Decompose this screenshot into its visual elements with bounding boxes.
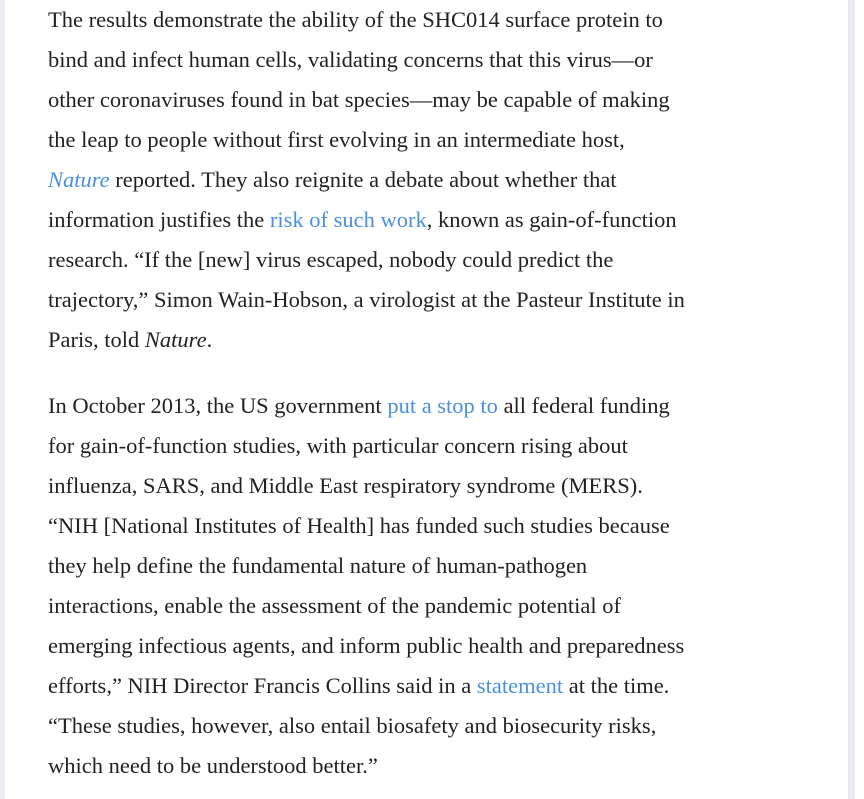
- text-line: [48, 426, 838, 466]
- text-segment: “These studies, however, also entail biosafety and biosecurity risks,: [48, 713, 657, 738]
- text-segment: all federal funding: [497, 393, 670, 418]
- text-line: [48, 320, 838, 360]
- text-line: [48, 0, 838, 40]
- text-line: [48, 80, 838, 120]
- text-line: [48, 706, 838, 746]
- text-segment: other coronaviruses found in bat species—may be capable of making: [48, 87, 670, 112]
- text-segment: research. “If the [new] virus escaped, nobody could predict the: [48, 247, 614, 272]
- left-page-border: [0, 0, 5, 799]
- text-segment: “NIH [National Institutes of Health] has funded such studies because: [48, 513, 670, 538]
- text-segment: Paris, told: [48, 327, 145, 352]
- text-line: [48, 160, 838, 200]
- text-segment: the leap to people without first evolving in an intermediate host,: [48, 127, 625, 152]
- text-line: [48, 586, 838, 626]
- text-segment: In October 2013, the US government: [48, 393, 388, 418]
- text-segment: emerging infectious agents, and inform public health and preparedness: [48, 633, 685, 658]
- text-line: [48, 466, 838, 506]
- inline-link[interactable]: risk of such work: [269, 207, 427, 232]
- text-segment: , known as gain-of-function: [426, 207, 677, 232]
- text-segment: reported. They also reignite a debate about whether that: [109, 167, 617, 192]
- text-segment: information justifies the: [48, 207, 270, 232]
- text-line: [48, 546, 838, 586]
- emphasized-text: Nature: [144, 327, 207, 352]
- text-line: [48, 506, 838, 546]
- text-line: [48, 746, 838, 786]
- text-line: [48, 666, 838, 706]
- text-segment: at the time.: [563, 673, 670, 698]
- text-segment: which need to be understood better.”: [48, 753, 378, 778]
- text-line: [48, 40, 838, 80]
- text-line: [48, 386, 838, 426]
- text-line: [48, 120, 838, 160]
- text-line: [48, 200, 838, 240]
- text-segment: bind and infect human cells, validating concerns that this virus—or: [48, 47, 653, 72]
- text-line: [48, 280, 838, 320]
- inline-link[interactable]: Nature: [48, 167, 110, 192]
- text-segment: trajectory,” Simon Wain-Hobson, a virologist at the Pasteur Institute in: [48, 287, 685, 312]
- text-segment: efforts,” NIH Director Francis Collins said in a: [48, 673, 477, 698]
- text-segment: for gain-of-function studies, with particular concern rising about: [48, 433, 628, 458]
- text-segment: interactions, enable the assessment of the pandemic potential of: [48, 593, 621, 618]
- text-segment: influenza, SARS, and Middle East respiratory syndrome (MERS).: [48, 473, 643, 498]
- article-body: [48, 0, 838, 786]
- article-paragraph: [48, 386, 838, 786]
- inline-link[interactable]: put a stop to: [387, 393, 498, 418]
- right-scroll-track: [848, 0, 855, 799]
- article-paragraph: [48, 0, 838, 360]
- text-line: [48, 240, 838, 280]
- text-segment: .: [206, 327, 213, 352]
- text-segment: The results demonstrate the ability of the SHC014 surface protein to: [48, 7, 663, 32]
- text-line: [48, 626, 838, 666]
- text-segment: they help define the fundamental nature of human-pathogen: [48, 553, 588, 578]
- inline-link[interactable]: statement: [476, 673, 564, 698]
